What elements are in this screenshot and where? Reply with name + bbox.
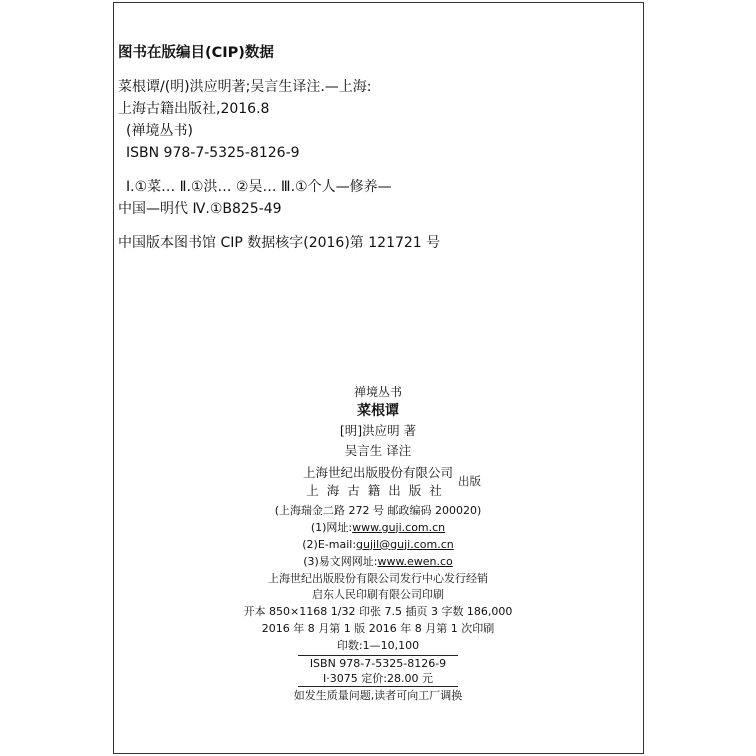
ewen-line [0,554,756,571]
cip-class-line-2: 中国—明代 Ⅳ.①B825-49 [118,201,282,217]
cip-line-publisher: 上海古籍出版社,2016.8 [118,101,270,117]
colophon-block [0,384,756,705]
cip-line-series: (禅境丛书) [126,123,193,139]
email-line [0,537,756,554]
website-link[interactable]: www.guji.com.cn [352,520,446,534]
colophon-isbn: ISBN 978-7-5325-8126-9 [309,657,447,671]
cip-heading: 图书在版编目(CIP)数据 [118,45,274,61]
website-line [0,520,756,537]
edition-line: 2016 年 8 月第 1 版 2016 年 8 月第 1 次印刷 [261,622,495,636]
distributor-line: 上海世纪出版股份有限公司发行中心发行经销 [268,571,488,585]
printer-line: 启东人民印刷有限公司印刷 [312,588,444,602]
publisher-address: (上海瑞金二路 272 号 邮政编码 200020) [274,503,482,517]
cip-line-isbn: ISBN 978-7-5325-8126-9 [126,145,300,161]
email-link[interactable]: gujil@guji.com.cn [356,537,454,551]
cip-number: 中国版本图书馆 CIP 数据核字(2016)第 121721 号 [118,235,441,251]
author-line: [明]洪应明 著 [339,422,417,438]
translator-line: 吴言生 译注 [344,442,412,458]
series-name: 禅境丛书 [353,385,402,399]
publisher-name: 上海古籍出版社 [306,482,450,498]
publish-suffix: 出版 [458,473,481,488]
cip-block [118,42,518,254]
ewen-label: (3)易文网网址: [303,554,378,568]
book-title: 菜根谭 [357,402,399,419]
price-line: I·3075 定价:28.00 元 [323,672,433,686]
cip-class-line-1: Ⅰ.①菜… Ⅱ.①洪… ②吴… Ⅲ.①个人—修养— [126,179,392,195]
email-label: (2)E-mail: [302,537,357,551]
specs-line: 开本 850×1168 1/32 印张 7.5 插页 3 字数 186,000 [243,605,513,619]
print-run-line: 印数:1—10,100 [336,639,420,653]
quality-notice: 如发生质量问题,读者可向工厂调换 [293,688,463,702]
publisher-block [0,461,756,503]
website-label: (1)网址: [310,520,353,534]
isbn-price-frame [298,655,458,687]
ewen-link[interactable]: www.ewen.co [377,554,453,568]
publisher-group: 上海世纪出版股份有限公司 [302,464,453,480]
cip-line-title: 菜根谭/(明)洪应明著;吴言生译注.—上海: [118,79,372,95]
isbn-price-box [0,655,756,688]
